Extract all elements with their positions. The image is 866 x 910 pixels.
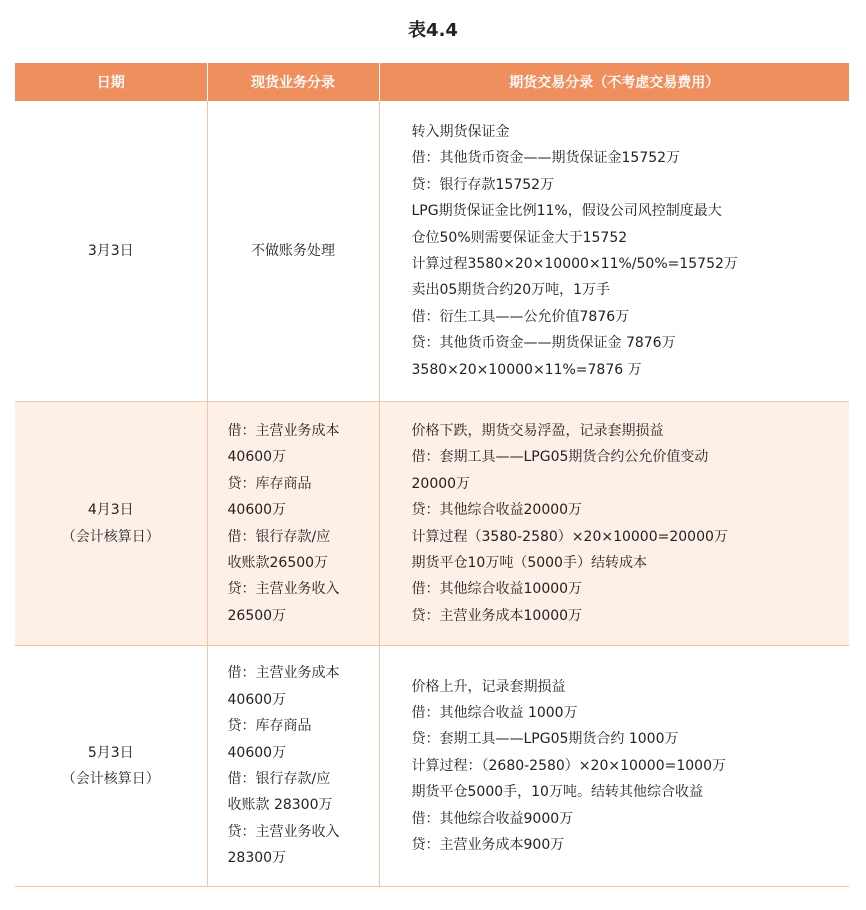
spot-entry-line: 借：主营业务成本 bbox=[227, 665, 340, 682]
futures-entry-line: 贷：其他综合收益20000万 bbox=[411, 502, 583, 519]
futures-entry-line: 贷：主营业务成本10000万 bbox=[411, 607, 583, 624]
futures-entry-line: 计算过程3580×20×10000×11%/50%=15752万 bbox=[411, 256, 738, 272]
date-text: 4月3日 bbox=[87, 502, 134, 519]
futures-entry-line: 20000万 bbox=[411, 475, 471, 492]
date-cell bbox=[15, 101, 207, 402]
spot-entry-line: 不做账务处理 bbox=[251, 242, 335, 259]
spot-entry-line: 28300万 bbox=[227, 850, 287, 867]
spot-entry-line: 收账款 28300万 bbox=[227, 797, 333, 814]
futures-entry-line: 期货平仓10万吨（5000手）结转成本 bbox=[411, 554, 647, 571]
header-futures-entries: 期货交易分录（不考虑交易费用） bbox=[379, 63, 849, 101]
spot-entry-line: 40600万 bbox=[227, 744, 287, 761]
spot-entry-cell bbox=[207, 646, 379, 887]
futures-entry-line: 仓位50%则需要保证金大于15752 bbox=[411, 229, 628, 246]
table-title: 表4.4 bbox=[408, 20, 458, 41]
table-row bbox=[15, 646, 849, 887]
spot-entry-line: 贷：库存商品 bbox=[227, 475, 312, 492]
futures-entry-line: 贷：主营业务成本900万 bbox=[411, 837, 565, 854]
spot-entry-line: 26500万 bbox=[227, 607, 287, 624]
journal-entries-table bbox=[15, 63, 849, 887]
date-subtext: （会计核算日） bbox=[61, 771, 160, 787]
spot-entry-line: 贷：库存商品 bbox=[227, 718, 312, 735]
spot-entry-line: 借：银行存款/应 bbox=[227, 528, 331, 545]
futures-entry-line: 借：其他综合收益 1000万 bbox=[411, 704, 578, 721]
spot-entry-line: 借：主营业务成本 bbox=[227, 422, 340, 439]
spot-entry-cell bbox=[207, 402, 379, 646]
futures-entry-cell bbox=[379, 646, 849, 887]
futures-entry-line: 价格下跌，期货交易浮盈，记录套期损益 bbox=[411, 422, 664, 439]
futures-entry-cell bbox=[379, 101, 849, 402]
futures-entry-line: 转入期货保证金 bbox=[411, 123, 510, 140]
futures-entry-line: 计算过程（3580-2580）×20×10000=20000万 bbox=[411, 528, 728, 545]
table-row bbox=[15, 101, 849, 402]
spot-entry-line: 借：银行存款/应 bbox=[227, 771, 331, 787]
futures-entry-line: 价格上升，记录套期损益 bbox=[411, 678, 566, 695]
futures-entry-line: 借：其他综合收益9000万 bbox=[411, 810, 574, 827]
date-subtext: （会计核算日） bbox=[61, 528, 160, 545]
futures-entry-line: 借：衍生工具——公允价值7876万 bbox=[411, 308, 630, 325]
spot-entry-line: 40600万 bbox=[227, 449, 287, 466]
futures-entry-line: 3580×20×10000×11%=7876 万 bbox=[411, 361, 642, 378]
futures-entry-line: LPG期货保证金比例11%，假设公司风控制度最大 bbox=[411, 203, 722, 220]
date-cell bbox=[15, 646, 207, 887]
spot-entry-cell bbox=[207, 101, 379, 402]
date-cell bbox=[15, 402, 207, 646]
spot-entry-line: 贷：主营业务收入 bbox=[227, 823, 340, 840]
futures-entry-line: 借：其他货币资金——期货保证金15752万 bbox=[411, 150, 681, 167]
table-row bbox=[15, 402, 849, 646]
futures-entry-line: 计算过程：（2680-2580）×20×10000=1000万 bbox=[411, 757, 726, 774]
date-text: 5月3日 bbox=[87, 744, 134, 761]
spot-entry-line: 40600万 bbox=[227, 502, 287, 519]
futures-entry-line: 期货平仓5000手，10万吨。结转其他综合收益 bbox=[411, 784, 703, 801]
header-date: 日期 bbox=[15, 63, 207, 101]
futures-entry-line: 贷：其他货币资金——期货保证金 7876万 bbox=[411, 335, 676, 352]
futures-entry-line: 借：套期工具——LPG05期货合约公允价值变动 bbox=[411, 449, 709, 466]
table-header-row bbox=[15, 63, 849, 101]
futures-entry-line: 借：其他综合收益10000万 bbox=[411, 581, 583, 598]
date-text: 3月3日 bbox=[87, 242, 134, 259]
futures-entry-line: 卖出05期货合约20万吨，1万手 bbox=[411, 282, 611, 299]
futures-entry-line: 贷：银行存款15752万 bbox=[411, 176, 555, 193]
spot-entry-line: 收账款26500万 bbox=[227, 554, 329, 571]
spot-entry-line: 40600万 bbox=[227, 691, 287, 708]
futures-entry-cell bbox=[379, 402, 849, 646]
header-spot-entries: 现货业务分录 bbox=[207, 63, 379, 101]
futures-entry-line: 贷：套期工具——LPG05期货合约 1000万 bbox=[411, 731, 679, 748]
spot-entry-line: 贷：主营业务收入 bbox=[227, 581, 340, 598]
